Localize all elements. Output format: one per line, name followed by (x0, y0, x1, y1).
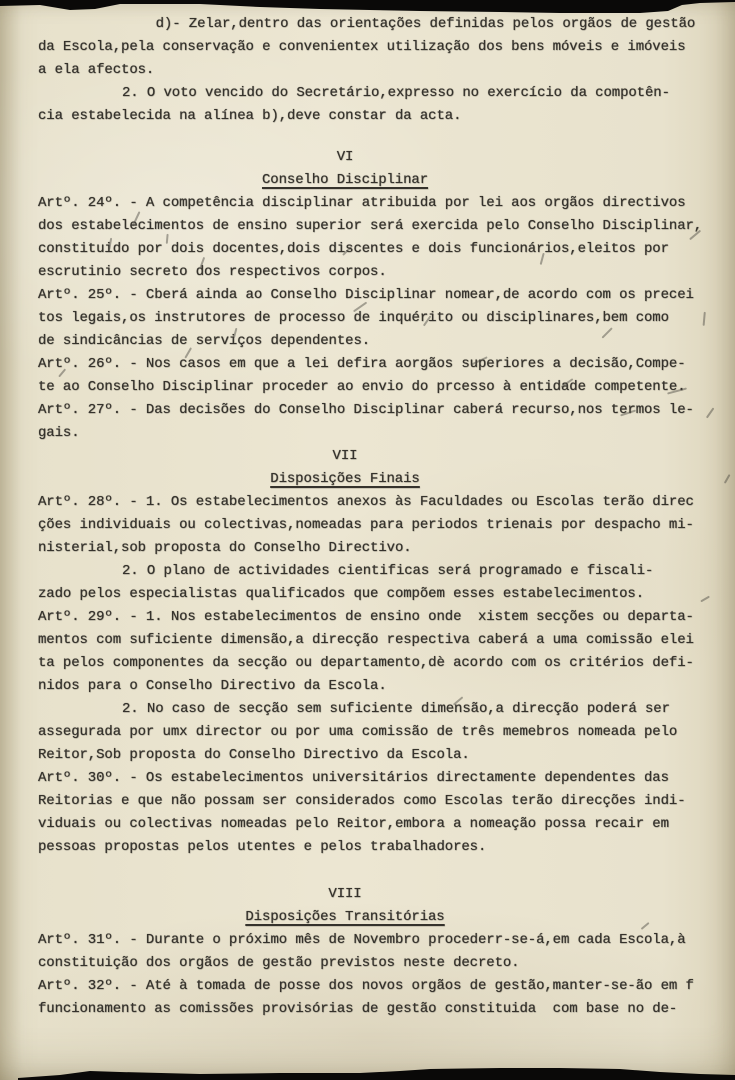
section-number: VI (336, 149, 354, 165)
text-line: pessoas propostas pelos utentes e pelos trabalhadores. (38, 839, 487, 855)
text-line: viduais ou colectivas nomeadas pelo Reitor,embora a nomeação possa recair em (38, 816, 669, 832)
section-title: Conselho Disciplinar (261, 172, 429, 188)
text-line: Reitorias e que não possam ser considerados como Escolas terão direcções indi- (38, 793, 686, 809)
text-line: constituido por dois docentes,dois discentes e dois funcionários,eleitos por (38, 241, 669, 257)
text-line: de sindicâncias de serviços dependentes. (38, 333, 371, 349)
text-line: gais. (38, 425, 80, 441)
text-line: Artº. 32º. - Até à tomada de posse dos novos orgãos de gestão,manter-se-ão em f (38, 978, 694, 994)
text-line: Artº. 29º. - 1. Nos estabelecimentos de ensino onde xistem secções ou departa- (38, 609, 694, 625)
text-line: ções individuais ou colectivas,nomeadas para periodos trienais por despacho mi- (38, 517, 694, 533)
text-line: d)- Zelar,dentro das orientações definidas pelos orgãos de gestão (155, 16, 696, 32)
text-line: 2. No caso de secção sem suficiente dimensão,a direcção poderá ser (122, 701, 670, 717)
text-line: te ao Conselho Disciplinar proceder ao envio do prcesso à entidade competente. (38, 379, 686, 395)
text-line: Artº. 28º. - 1. Os estabelecimentos anexos às Faculdades ou Escolas terão direc (38, 494, 694, 510)
text-line: Reitor,Sob proposta do Conselho Directivo da Escola. (38, 747, 470, 763)
text-line: zado pelos especialistas qualificados que compõem esses estabelecimentos. (38, 586, 645, 602)
text-line: Artº. 27º. - Das decisões do Conselho Disciplinar caberá recurso,nos termos le- (38, 402, 694, 418)
text-line: da Escola,pela conservação e convenientex utilização dos bens móveis e imóveis (38, 39, 686, 55)
text-line: escrutinio secreto dos respectivos corpos. (38, 264, 387, 280)
text-line: 2. O voto vencido do Secretário,expresso no exercício da compotên- (122, 85, 670, 101)
text-line: a ela afectos. (38, 62, 155, 78)
section-title: Disposições Finais (270, 471, 420, 487)
text-line: Artº. 25º. - Cberá ainda ao Conselho Disciplinar nomear,de acordo com os precei (38, 287, 694, 303)
text-line: nisterial,sob proposta do Conselho Directivo. (38, 540, 412, 556)
section-title: Disposições Transitórias (245, 909, 445, 925)
text-line: Artº. 24º. - A competência disciplinar atribuida por lei aos orgãos directivos (38, 195, 686, 211)
text-line: 2. O plano de actividades cientificas será programado e fiscali- (122, 563, 654, 579)
text-line: ta pelos componentes da secção ou departamento,dè acordo com os critérios defi- (38, 655, 694, 671)
text-line: Artº. 31º. - Durante o próximo mês de Novembro procederr-se-á,em cada Escola,à (38, 932, 686, 948)
text-line: assegurada por umx director ou por uma comissão de três memebros nomeada pelo (38, 724, 678, 740)
text-line: Artº. 26º. - Nos casos em que a lei defira aorgãos superiores a decisão,Compe- (38, 356, 686, 372)
text-line: mentos com suficiente dimensão,a direcção respectiva caberá a uma comissão elei (38, 632, 694, 648)
text-line: constituição dos orgãos de gestão previstos neste decreto. (38, 955, 520, 971)
text-line: nidos para o Conselho Directivo da Escola. (38, 678, 387, 694)
text-line: cia estabelecida na alínea b),deve constar da acta. (38, 108, 462, 124)
section-number: VIII (328, 886, 362, 902)
scan-edge-top-bar (0, 0, 735, 16)
scan-edge-bottom-bar (0, 1066, 735, 1080)
text-line: dos estabelecimentos de ensino superior será exercida pelo Conselho Disciplinar, (38, 218, 703, 234)
text-line: funcionamento as comissões provisórias de gestão constituida com base no de- (38, 1001, 678, 1017)
section-number: VII (332, 448, 358, 464)
text-line: tos legais,os instrutores de processo de inquérito ou disciplinares,bem como (38, 310, 669, 326)
text-line: Artº. 30º. - Os estabelecimentos universitários directamente dependentes das (38, 770, 669, 786)
